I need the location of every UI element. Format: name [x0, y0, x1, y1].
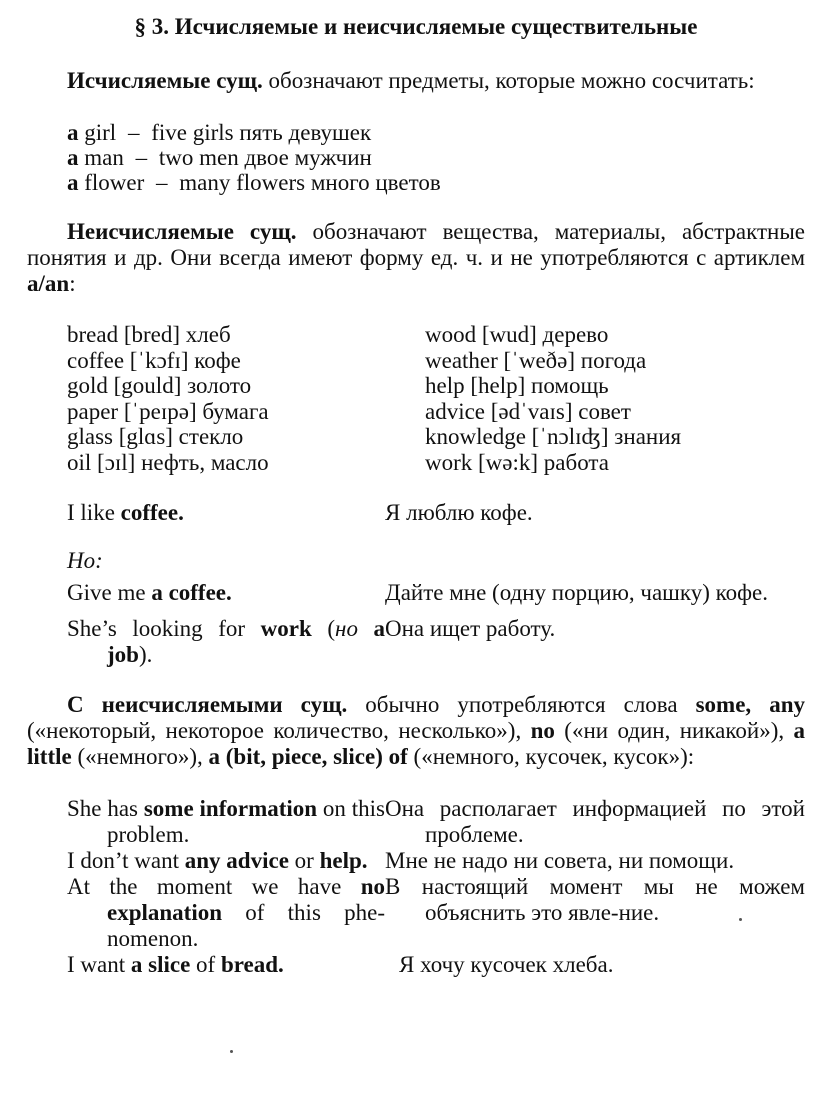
example-english	[27, 500, 385, 526]
word-some: some,	[695, 692, 752, 717]
vocab-item: advice [ədˈvaɪs] совет	[425, 398, 631, 424]
word-a-little: a little	[27, 718, 806, 769]
example-pair	[27, 952, 805, 978]
dash: –	[156, 170, 168, 195]
word-a-bit-of: a (bit, piece, slice) of	[208, 744, 408, 769]
translation: пять девушек	[239, 120, 372, 145]
scan-speck	[739, 918, 742, 921]
english-text: I want	[67, 952, 126, 977]
vocab-item: wood [wud] дерево	[425, 322, 609, 347]
english-text: of	[196, 952, 216, 977]
plural: many flowers	[179, 170, 306, 195]
translation: двое мужчин	[244, 145, 372, 170]
countable-example	[67, 170, 805, 195]
vocab-item: gold [gould] золото	[67, 373, 252, 398]
example-russian: Я люблю кофе.	[385, 500, 533, 525]
english-bold: some information	[143, 796, 318, 821]
english-text: She has	[67, 796, 139, 821]
dash: –	[127, 120, 140, 145]
english-bold: help.	[319, 848, 368, 873]
english-but: но	[335, 616, 358, 641]
countable-term: Исчисляемые сущ.	[67, 68, 263, 93]
quantifiers-rule	[27, 692, 805, 770]
uncountable-text: обозначают вещества, материалы, абстрактные понятия и др. Они всегда имеют форму ед. ч. и не употребляются с артиклем	[27, 219, 806, 270]
example-pair	[27, 874, 805, 952]
example-english	[27, 874, 385, 952]
english-bold: work	[260, 616, 312, 641]
countable-text: обозначают предметы, которые можно сосчитать:	[268, 68, 755, 93]
english-text: Give me	[67, 580, 146, 605]
english-text: or	[294, 848, 314, 873]
vocab-item: weather [ˈweðə] погода	[425, 347, 647, 373]
article: a	[67, 170, 79, 195]
uncountable-article: a/an	[27, 271, 70, 296]
vocab-item: glass [glɑs] стекло	[67, 424, 244, 449]
vocab-item: bread [bred] хлеб	[67, 322, 231, 347]
singular: girl	[84, 120, 117, 145]
plural: five girls	[151, 120, 234, 145]
countable-rule	[27, 68, 805, 94]
paren: (	[327, 616, 336, 641]
english-bold: a coffee.	[151, 580, 232, 605]
english-text: on this problem.	[107, 796, 385, 847]
article: a	[67, 145, 79, 170]
countable-example	[67, 120, 805, 145]
word-no: no	[530, 718, 555, 743]
quantifiers-term: С неисчисляемыми сущ.	[67, 692, 348, 717]
countable-examples	[27, 120, 805, 195]
example-russian: Дайте мне (одну порцию, чашку) кофе.	[385, 580, 769, 605]
example-russian: Я хочу кусочек хлеба.	[399, 952, 614, 977]
vocab-item: work [wə:k] работа	[425, 449, 609, 475]
english-text: I don’t want	[67, 848, 180, 873]
example-looking	[27, 616, 805, 668]
section-heading: § 3. Исчисляемые и неисчисляемые существительные	[134, 14, 698, 39]
singular: man	[84, 145, 124, 170]
textbook-page	[27, 8, 805, 978]
example-english	[27, 580, 385, 606]
example-english	[27, 796, 385, 848]
example-russian: Она ищет работу.	[385, 616, 556, 641]
translation: много цветов	[310, 170, 441, 195]
gloss: («ни один, никакой»),	[564, 718, 785, 743]
example-give	[27, 580, 805, 606]
vocab-item: oil [ɔɪl] нефть, масло	[67, 449, 269, 475]
gloss: («немного, кусочек, кусок»):	[413, 744, 695, 769]
example-russian: Она располагает информацией по этой проблеме.	[385, 796, 805, 847]
vocab-item: paper [ˈpeɪpə] бумага	[67, 398, 269, 424]
vocabulary-table	[27, 322, 805, 475]
dash: –	[135, 145, 148, 170]
uncountable-term: Неисчисляемые сущ.	[67, 219, 297, 244]
gloss: («некоторый, некоторое количество, несколько»),	[27, 718, 522, 743]
example-english	[27, 616, 385, 668]
paren: ).	[138, 642, 153, 667]
example-english	[27, 848, 385, 874]
scan-speck	[230, 1050, 233, 1053]
example-pair	[27, 796, 805, 848]
example-russian: В настоящий момент мы не можем объяснить это явле-ние.	[385, 874, 805, 925]
article: a	[67, 120, 79, 145]
example-english	[27, 952, 385, 978]
english-bold: any advice	[184, 848, 289, 873]
english-text: of this phe-nomenon.	[107, 900, 385, 951]
colon: :	[69, 271, 76, 296]
vocab-column-left	[67, 322, 425, 475]
english-bold: bread.	[220, 952, 284, 977]
but-label: Но:	[67, 548, 103, 573]
gloss: («немного»),	[77, 744, 203, 769]
english-text: At the moment we have	[67, 874, 342, 899]
example-pair	[27, 848, 805, 874]
english-bold: a slice	[130, 952, 191, 977]
english-bold: a job	[107, 616, 386, 667]
countable-example	[67, 145, 805, 170]
singular: flower	[84, 170, 145, 195]
quantifier-examples	[27, 796, 805, 978]
example-russian: Мне не надо ни совета, ни помощи.	[385, 848, 735, 873]
uncountable-rule	[27, 219, 805, 297]
vocab-column-right	[425, 322, 681, 475]
quantifiers-text: обычно употребляются слова	[365, 692, 678, 717]
english-bold: coffee.	[120, 500, 184, 525]
english-text: I like	[67, 500, 115, 525]
word-any: any	[769, 692, 805, 717]
plural: two men	[158, 145, 239, 170]
vocab-item: knowledge [ˈnɔlɪʤ] знания	[425, 424, 682, 449]
english-text: She’s looking for	[67, 616, 246, 641]
english-bold: no explanation	[107, 874, 386, 925]
vocab-item: coffee [ˈkɔfɪ] кофе	[67, 347, 241, 373]
vocab-item: help [help] помощь	[425, 373, 609, 398]
example-like	[27, 500, 805, 526]
